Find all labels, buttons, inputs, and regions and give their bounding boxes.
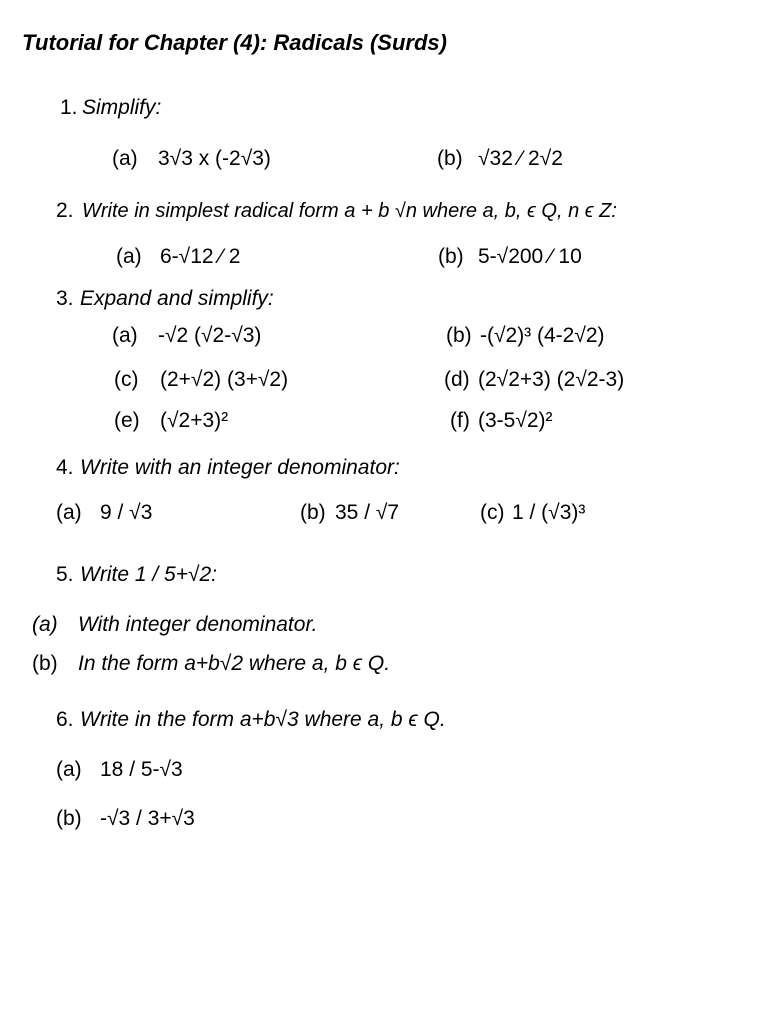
q3-f-expr: (3-5√2)² (478, 409, 553, 432)
q1-b-label: (b) (437, 147, 463, 170)
q2-b-label: (b) (438, 245, 464, 268)
q2-number: 2. (56, 199, 74, 222)
q3-number: 3. (56, 287, 74, 310)
q3-c-expr: (2+√2) (3+√2) (160, 368, 289, 391)
q4-c-expr: 1 / (√3)³ (512, 501, 586, 524)
q3-a-expr: -√2 (√2-√3) (158, 324, 262, 347)
q2-a-expr: 6-√12 ⁄ 2 (160, 245, 241, 268)
q5-a-text: With integer denominator. (78, 613, 318, 636)
q3-e-expr: (√2+3)² (160, 409, 229, 432)
q3-d-expr: (2√2+3) (2√2-3) (478, 368, 625, 391)
q3-e-label: (e) (114, 409, 140, 432)
q4-b-label: (b) (300, 501, 326, 524)
q3-prompt: Expand and simplify: (80, 287, 274, 310)
q6-prompt: Write in the form a+b√3 where a, b ϵ Q. (80, 708, 446, 731)
q5-a-label: (a) (32, 613, 58, 636)
q4-prompt: Write with an integer denominator: (80, 456, 400, 479)
q1-a-label: (a) (112, 147, 138, 170)
q3-d-label: (d) (444, 368, 470, 391)
q4-a-label: (a) (56, 501, 82, 524)
q1-prompt: Simplify: (82, 96, 162, 119)
q6-b-expr: -√3 / 3+√3 (100, 807, 195, 830)
q2-a-label: (a) (116, 245, 142, 268)
q5-b-label: (b) (32, 652, 58, 675)
q3-a-label: (a) (112, 324, 138, 347)
q5-prompt: Write 1 / 5+√2: (80, 563, 217, 586)
q3-b-expr: -(√2)³ (4-2√2) (480, 324, 605, 347)
q6-a-label: (a) (56, 758, 82, 781)
q2-prompt: Write in simplest radical form a + b √n where a, b, ϵ Q, n ϵ Z: (82, 200, 617, 222)
q1-a-expr: 3√3 x (-2√3) (158, 147, 271, 170)
q6-b-label: (b) (56, 807, 82, 830)
q4-c-label: (c) (480, 501, 505, 524)
page-title: Tutorial for Chapter (4): Radicals (Surds) (22, 30, 447, 55)
q2-b-expr: 5-√200 ⁄ 10 (478, 245, 582, 268)
q3-f-label: (f) (450, 409, 470, 432)
q1-b-expr: √32 ⁄ 2√2 (478, 147, 563, 170)
q4-number: 4. (56, 456, 74, 479)
q6-a-expr: 18 / 5-√3 (100, 758, 183, 781)
q3-b-label: (b) (446, 324, 472, 347)
q5-number: 5. (56, 563, 74, 586)
q6-number: 6. (56, 708, 74, 731)
q4-a-expr: 9 / √3 (100, 501, 153, 524)
q5-b-text: In the form a+b√2 where a, b ϵ Q. (78, 652, 391, 675)
q3-c-label: (c) (114, 368, 139, 391)
q1-number: 1. (60, 96, 78, 119)
q4-b-expr: 35 / √7 (335, 501, 400, 524)
